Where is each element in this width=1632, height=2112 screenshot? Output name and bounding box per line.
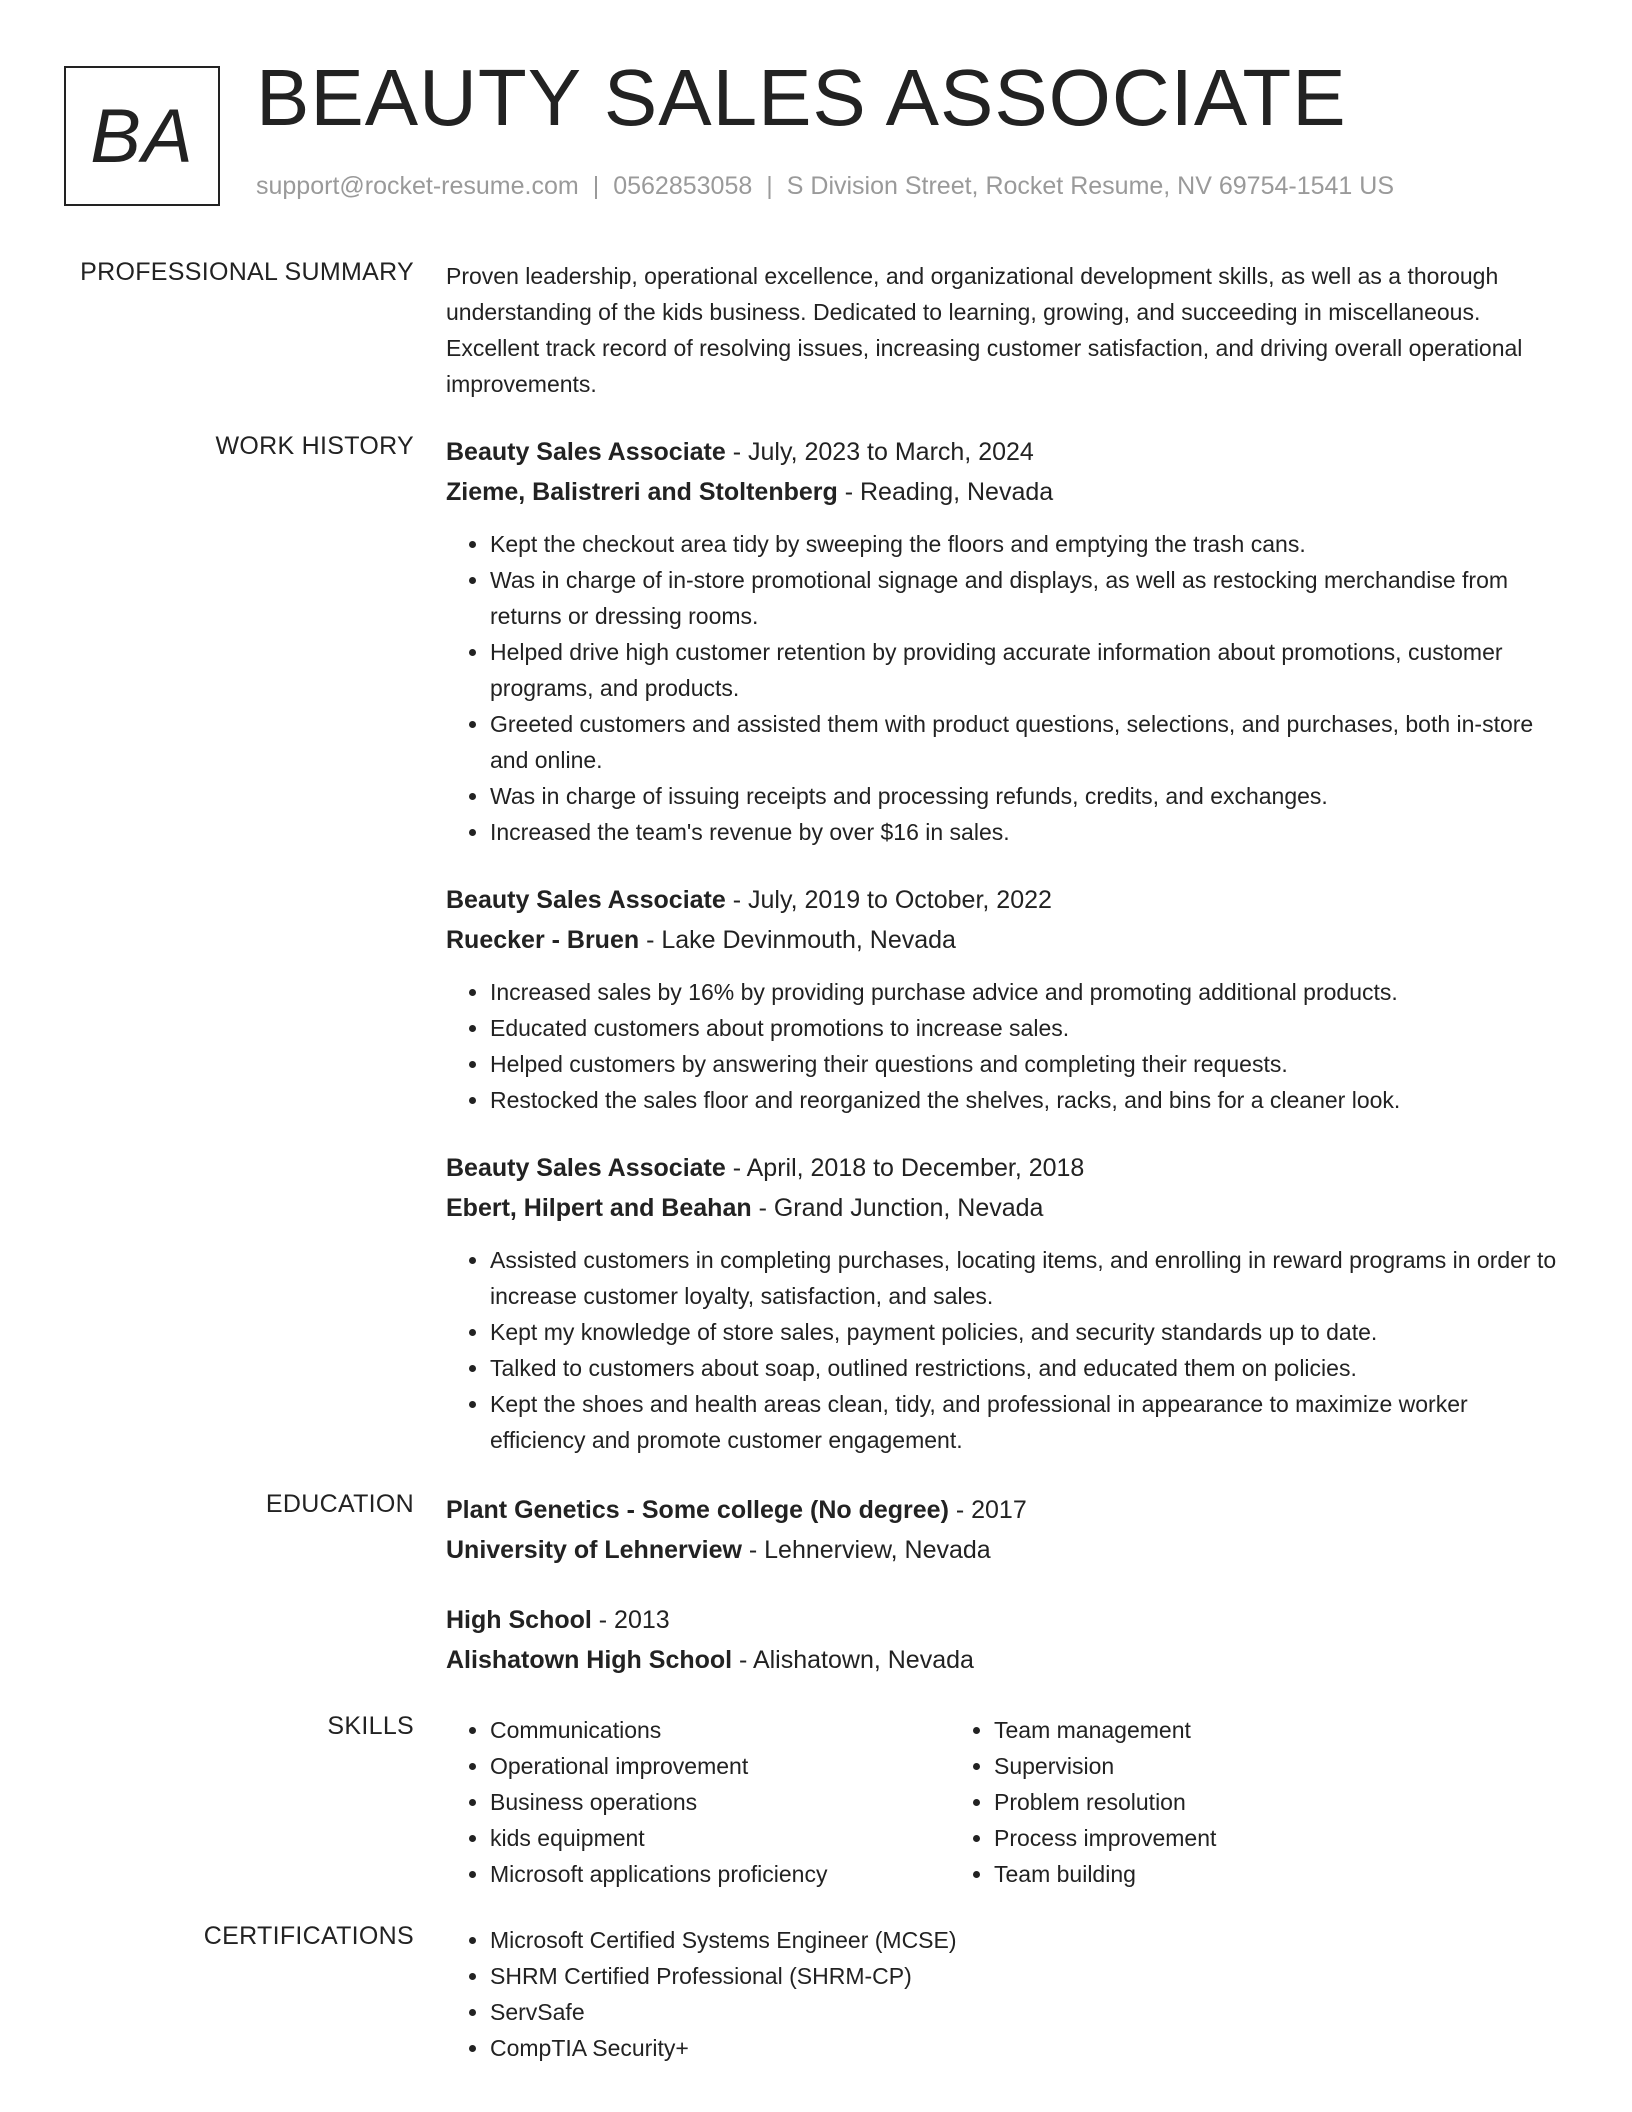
certifications-body [446, 1922, 1564, 2066]
contact-line [256, 172, 1394, 201]
education-school: University of Lehnerview [446, 1536, 742, 1564]
job-bullet: • Restocked the sales floor and reorganized the shelves, racks, and bins for a cleaner look. [490, 1082, 1564, 1118]
job-bullet: • Increased sales by 16% by providing purchase advice and promoting additional products. [490, 974, 1564, 1010]
summary-body [446, 258, 1564, 402]
skill-item: • Team management [994, 1712, 1216, 1748]
monogram-initials: BA [90, 93, 194, 179]
education-location: - Lehnerview, Nevada [741, 1536, 991, 1564]
education-year: - 2017 [948, 1496, 1027, 1524]
education-school: Alishatown High School [446, 1646, 733, 1674]
skill-item: • Communications [490, 1712, 950, 1748]
job-bullet: • Kept the checkout area tidy by sweeping the floors and emptying the trash cans. [490, 526, 1564, 562]
job-title-line [446, 432, 1564, 472]
contact-separator: | [766, 172, 773, 200]
job-title: Beauty Sales Associate [446, 438, 726, 466]
education-degree: High School [446, 1606, 592, 1634]
job-location: - Grand Junction, Nevada [751, 1194, 1044, 1222]
skill-item: • Process improvement [994, 1820, 1216, 1856]
job-title: Beauty Sales Associate [446, 1154, 726, 1182]
education-degree: Plant Genetics - Some college (No degree) [446, 1496, 949, 1524]
job-company: Zieme, Balistreri and Stoltenberg [446, 478, 838, 506]
job-bullet: • Helped customers by answering their questions and completing their requests. [490, 1046, 1564, 1082]
section-label-certifications: CERTIFICATIONS [203, 1922, 414, 1950]
education-year: - 2013 [591, 1606, 670, 1634]
education-entry [446, 1490, 1564, 1570]
job-bullet: • Kept my knowledge of store sales, payment policies, and security standards up to date. [490, 1314, 1564, 1350]
education-entry [446, 1600, 1564, 1680]
work-history-body [446, 432, 1564, 1488]
contact-address: S Division Street, Rocket Resume, NV 69754-1541 US [786, 172, 1394, 200]
section-label-summary: PROFESSIONAL SUMMARY [80, 258, 414, 286]
section-label-education: EDUCATION [265, 1490, 414, 1518]
certifications-list [446, 1922, 1564, 2066]
skills-column-1 [446, 1712, 950, 1892]
skill-item: • Supervision [994, 1748, 1216, 1784]
job-title: Beauty Sales Associate [446, 886, 726, 914]
job-location: - Reading, Nevada [837, 478, 1054, 506]
job-bullet: • Increased the team's revenue by over $16 in sales. [490, 814, 1564, 850]
job-dates: - July, 2019 to October, 2022 [725, 886, 1052, 914]
job-bullets [446, 526, 1564, 850]
contact-separator: | [592, 172, 600, 200]
contact-email: support@rocket-resume.com [256, 172, 579, 200]
education-degree-line [446, 1600, 1564, 1640]
skill-item: • Problem resolution [994, 1784, 1216, 1820]
education-school-line [446, 1640, 1564, 1680]
job-company: Ruecker - Bruen [446, 926, 640, 954]
job-title-line [446, 880, 1564, 920]
skill-item: • Business operations [490, 1784, 950, 1820]
job-company: Ebert, Hilpert and Beahan [446, 1194, 752, 1222]
job-entry [446, 1148, 1564, 1458]
skills-columns [446, 1712, 1564, 1892]
certification-item: • ServSafe [490, 1994, 1564, 2030]
job-company-line [446, 920, 1564, 960]
job-entry [446, 432, 1564, 850]
job-bullet: • Assisted customers in completing purchases, locating items, and enrolling in reward programs in order to increase customer loyalty, satisfaction, and sales. [490, 1242, 1564, 1314]
contact-phone: 0562853058 [613, 172, 753, 200]
job-bullet: • Educated customers about promotions to increase sales. [490, 1010, 1564, 1046]
skill-item: • kids equipment [490, 1820, 950, 1856]
skills-body [446, 1712, 1564, 1892]
job-bullets [446, 1242, 1564, 1458]
job-dates: - July, 2023 to March, 2024 [725, 438, 1034, 466]
education-location: - Alishatown, Nevada [732, 1646, 974, 1674]
job-bullets [446, 974, 1564, 1118]
job-entry [446, 880, 1564, 1118]
job-company-line [446, 1188, 1564, 1228]
skills-column-2 [950, 1712, 1216, 1892]
education-school-line [446, 1530, 1564, 1570]
section-label-work-history: WORK HISTORY [215, 432, 414, 460]
job-bullet: • Kept the shoes and health areas clean, tidy, and professional in appearance to maximize worker efficiency and promote customer engagement. [490, 1386, 1564, 1458]
job-bullet: • Was in charge of issuing receipts and processing refunds, credits, and exchanges. [490, 778, 1564, 814]
job-dates: - April, 2018 to December, 2018 [725, 1154, 1085, 1182]
section-label-skills: SKILLS [327, 1712, 414, 1740]
job-bullet: • Helped drive high customer retention by providing accurate information about promotions, customer programs, and products. [490, 634, 1564, 706]
skill-item: • Microsoft applications proficiency [490, 1856, 950, 1892]
job-bullet: • Was in charge of in-store promotional signage and displays, as well as restocking merchandise from returns or dressing rooms. [490, 562, 1564, 634]
job-location: - Lake Devinmouth, Nevada [639, 926, 956, 954]
resume-title: BEAUTY SALES ASSOCIATE [256, 53, 1347, 142]
summary-text: Proven leadership, operational excellence, and organizational development skills, as well as a thorough understanding of the kids business. Dedicated to learning, growing, and succeeding in miscellaneous. Excellent track record of resolving issues, increasing customer satisfaction, and driving overall operational improvements. [446, 263, 1523, 397]
job-company-line [446, 472, 1564, 512]
job-title-line [446, 1148, 1564, 1188]
skill-item: • Team building [994, 1856, 1216, 1892]
job-bullet: • Talked to customers about soap, outlined restrictions, and educated them on policies. [490, 1350, 1564, 1386]
skill-item: • Operational improvement [490, 1748, 950, 1784]
certification-item: • Microsoft Certified Systems Engineer (MCSE) [490, 1922, 1564, 1958]
education-body [446, 1490, 1564, 1710]
certification-item: • CompTIA Security+ [490, 2030, 1564, 2066]
education-degree-line [446, 1490, 1564, 1530]
monogram-box [64, 66, 220, 206]
certification-item: • SHRM Certified Professional (SHRM-CP) [490, 1958, 1564, 1994]
job-bullet: • Greeted customers and assisted them with product questions, selections, and purchases, both in-store and online. [490, 706, 1564, 778]
